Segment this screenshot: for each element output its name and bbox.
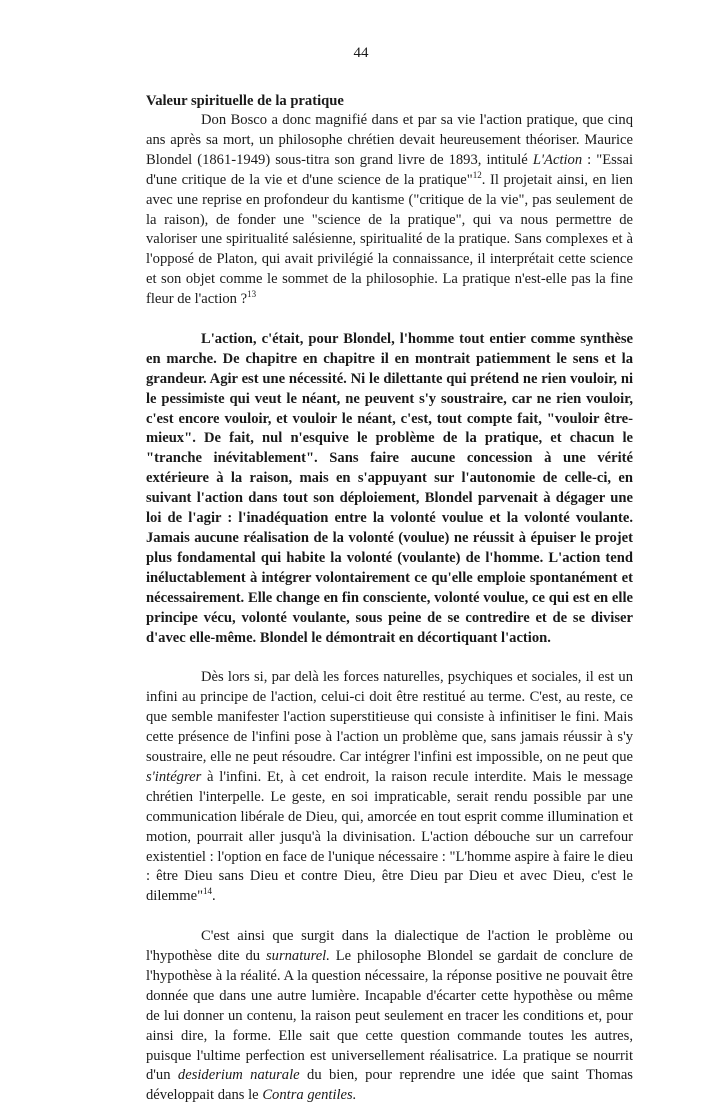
page-body	[146, 92, 633, 1106]
footnote-ref: 12	[472, 169, 482, 180]
text-run: .	[212, 888, 216, 905]
paragraph-4	[146, 927, 633, 1106]
text-run: du bien, pour reprendre une idée que saint Thomas développait dans le	[146, 1067, 633, 1104]
text-run: Don Bosco a donc magnifié dans et par sa vie l'action pratique, que cinq ans après sa mort, un philosophe chrétien devait heureusement théoriser. Maurice Blondel (1861-1949) sous-titra son grand livre de 1893, intitulé	[146, 112, 633, 168]
paragraph-2	[146, 330, 633, 649]
text-run: Le philosophe Blondel se gardait de conclure de l'hypothèse à la réalité. A la question nécessaire, la réponse positive ne pouvait être donnée que dans une autre lumière. Incapable d'écarter cette hypothèse ou même de lui donner un contenu, la raison peut seulement en tracer les conditions et, pour ainsi dire, la forme. Elle sait que cette question commande toutes les autres, puisque l'ultime perfection est universellement réalisatrice. La pratique se nourrit d'un	[146, 948, 633, 1084]
section-heading: Valeur spirituelle de la pratique	[146, 93, 344, 109]
italic-text: desiderium naturale	[177, 1067, 300, 1084]
italic-text: s'intégrer	[146, 768, 202, 785]
text-run: L'action, c'était, pour Blondel, l'homme tout entier comme synthèse en marche. De chapitre en chapitre il en montrait patiemment le sens et la grandeur. Agir est une nécessité. Ni le dilettante qui prétend ne rien vouloir, ni le pessimiste qui veut le néant, ne peuvent s'y soustraire, car ne rien vouloir, c'est encore vouloir, et vouloir le néant, c'est, tout compte fait, "vouloir être-mieux". De fait, nul n'esquive le problème de la pratique, et chacun le "tranche inévitablement". Sans faire aucune concession à une vérité extérieure à la raison, mais en s'appuyant sur l'autonomie de celle-ci, en suivant l'action dans tout son déploiement, Blondel parvenait à dégager une loi de l'agir : l'inadéquation entre la volonté voulue et la volonté voulante. Jamais aucune réalisation de la volonté (voulue) ne réussit à épuiser le projet plus fondamental qui habite la volonté (voulante) de l'homme. L'action tend inéluctablement à intégrer volontairement ce qu'elle emploie spontanément et nécessairement. Elle change en fin consciente, volonté voulue, ce qui est en elle principe vécu, volonté voulante, sous peine de se contredire et de se diviser d'avec elle-même. Blondel le démontrait en décortiquant l'action.	[146, 330, 633, 646]
italic-text: surnaturel.	[265, 948, 330, 965]
text-run: à l'infini. Et, à cet endroit, la raison recule interdite. Mais le message chrétien l'interpelle. Le geste, en soi impraticable, serait rendu possible par une communication libérale de Dieu, qui, amorcée en tout esprit comme illumination et motion, pourrait aller jusqu'à la divinisation. L'action débouche sur un carrefour existentiel : l'option en face de l'unique nécessaire : "L'homme aspire à faire le dieu : être Dieu sans Dieu et contre Dieu, être Dieu par Dieu et avec Dieu, c'est le dilemme"	[146, 768, 633, 905]
paragraph-3	[146, 668, 633, 907]
footnote-ref: 14	[203, 886, 213, 897]
text-run: : "Essai d'une critique de la vie et d'une science de la pratique"	[146, 151, 634, 188]
text-run: Dès lors si, par delà les forces naturelles, psychiques et sociales, il est un infini au principe de l'action, celui-ci doit être restitué au terme. C'est, au reste, ce que semble manifester l'action superstitieuse qui consiste à infinitiser le fini. Mais cette présence de l'infini pose à l'action un problème que, sans jamais réussir à s'y soustraire, elle ne peut résoudre. Car intégrer l'infini est impossible, on ne peut que	[146, 669, 633, 765]
italic-text: L'Action	[532, 151, 583, 168]
paragraph-1	[146, 111, 633, 310]
italic-text: Contra gentiles.	[262, 1087, 357, 1104]
page-number: 44	[353, 45, 369, 61]
text-run: C'est ainsi que surgit dans la dialectique de l'action le problème ou l'hypothèse dite du	[146, 928, 633, 965]
footnote-ref: 13	[247, 289, 257, 300]
text-run: . Il projetait ainsi, en lien avec une reprise en profondeur du kantisme ("critique de la vie", pas seulement de la raison), de fonder une "science de la pratique", qui va nous permettre de valoriser une spiritualité salésienne, spiritualité de la pratique. Sans complexes et à l'opposé de Platon, qui avait privilégié la connaissance, il interprétait cette science et son objet comme le sommet de la philosophie. La pratique n'est-elle pas la fine fleur de l'action ?	[146, 171, 633, 308]
